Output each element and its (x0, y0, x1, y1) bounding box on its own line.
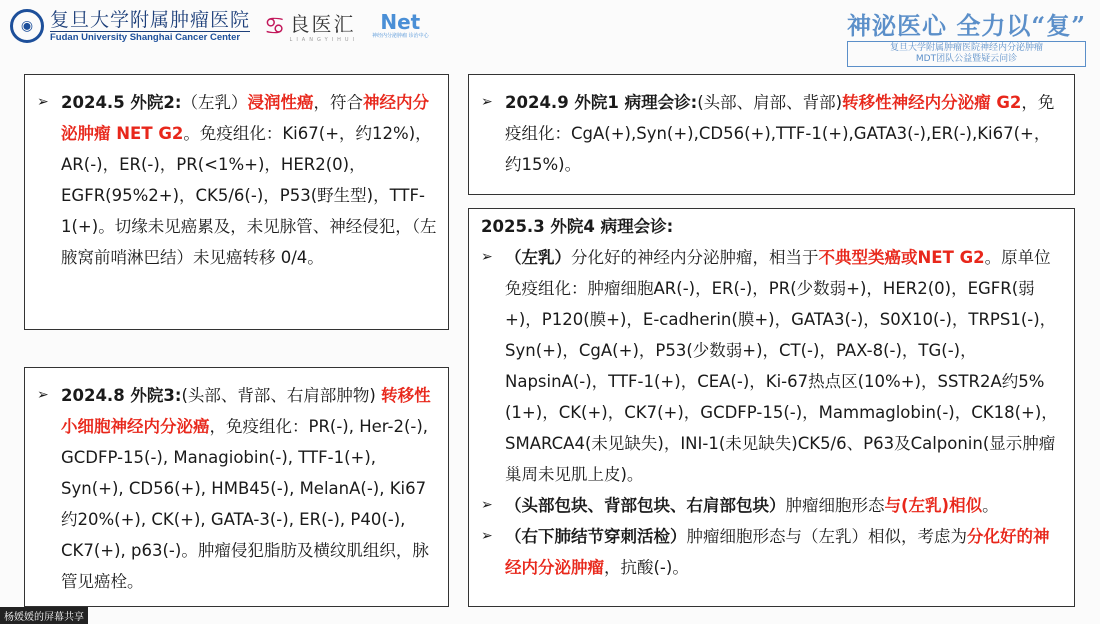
slide-header (10, 8, 429, 43)
report-box-2025-3 (468, 208, 1075, 607)
ribbon-icon: ♋ (264, 11, 286, 40)
partner2-name: Net (380, 10, 421, 34)
arrow-bullet-icon: ➢ (37, 94, 49, 110)
highlight-text: 浸润性癌 (247, 93, 314, 112)
body-text: 肿瘤细胞形态与（左乳）相似，考虑为 (686, 527, 967, 546)
highlight-text: 分化好的神经内分泌肿瘤 (505, 527, 1050, 577)
bold-label: 2024.5 外院2: (61, 93, 182, 112)
arrow-bullet-icon: ➢ (481, 497, 493, 513)
body-text: ，免疫组化：CgA(+),Syn(+),CD56(+),TTF-1(+),GATA3(-),ER(-),Ki67(+，约15%)。 (505, 93, 1055, 174)
report-box-2024-8 (24, 367, 449, 607)
report-item (37, 87, 438, 273)
bold-label: （头部包块、背部包块、右肩部包块） (505, 496, 786, 515)
bold-label: 2024.8 外院3: (61, 386, 182, 405)
report-item (481, 242, 1064, 490)
hospital-seal-icon: ◉ (10, 9, 44, 43)
campaign-subtitle (847, 41, 1086, 67)
partner2-sub: 神经内分泌肿瘤 诊治中心 (372, 33, 429, 39)
hospital-name-cn: 复旦大学附属肿瘤医院 (50, 8, 251, 31)
body-text: ，抗酸(-)。 (604, 558, 689, 577)
report-item (481, 521, 1064, 583)
arrow-bullet-icon: ➢ (481, 94, 493, 110)
bold-label: 2024.9 外院1 病理会诊: (505, 93, 698, 112)
hospital-name-en: Fudan University Shanghai Cancer Center (50, 31, 241, 43)
campaign-sub2: MDT团队公益暨疑云问诊 (915, 54, 1018, 64)
screen-share-label: 杨媛媛的屏幕共享 (0, 607, 88, 624)
partner-logo-liangyihui (264, 8, 358, 43)
body-text: (头部、肩部、背部) (697, 93, 843, 112)
body-text: 。原单位免疫组化：肿瘤细胞AR(-)，ER(-)，PR(少数弱+)，HER2(0)，EGFR(弱+)，P120(膜+)，E-cadherin(膜+)，GATA3(-)，S0X10(-)，TRPS1(-)，Syn(+)，CgA(+)，P53(少数弱+)，CT(-)，PAX-8(-)，TG(-)，NapsinA(-)，TTF-1(+)，CEA(-)，Ki-67热点区(10%+)，SSTR2A约5%(1+)，CK(+)，CK7(+)，GCDFP-15(-)，Mammaglobin(-)，CK18(+)，SMARCA4(未见缺失)，INI-1(未见缺失)CK5/6、P63及Calponin(显示肿瘤巢周未见肌上皮)。 (505, 248, 1058, 484)
arrow-bullet-icon: ➢ (37, 387, 49, 403)
highlight-text: 转移性神经内分泌瘤 G2 (842, 93, 1022, 112)
campaign-title: 神泌医心 全力以“复” (847, 11, 1086, 40)
report-item (481, 87, 1064, 180)
report-item (481, 490, 1064, 521)
box-heading: 2025.3 外院4 病理会诊: (481, 217, 674, 236)
body-text: 。 (982, 496, 999, 515)
report-box-2024-9 (468, 74, 1075, 195)
bold-label: （左乳） (505, 248, 571, 267)
body-text: （左乳） (181, 93, 248, 112)
bold-label: （右下肺结节穿刺活检） (505, 527, 687, 546)
body-text: ，免疫组化：PR(-), Her-2(-), GCDFP-15(-), Managiobin(-), TTF-1(+), Syn(+), CD56(+), HMB45(-), MelanA(-), Ki67约20%(+), CK(+), GATA-3(-), ER(-), P40(-), CK7(+), p63(-)。肿瘤侵犯脂肪及横纹肌组织，脉管见癌栓。 (61, 417, 429, 591)
highlight-text: 不典型类癌或NET G2 (818, 248, 985, 267)
partner1-en: LIANGYIHUI (289, 37, 359, 43)
campaign-sub1: 复旦大学附属肿瘤医院神经内分泌肿瘤 (890, 43, 1044, 53)
report-box-2024-5 (24, 74, 449, 330)
body-text: 肿瘤细胞形态 (785, 496, 885, 515)
partner-logo-net (372, 12, 429, 39)
arrow-bullet-icon: ➢ (481, 528, 493, 544)
body-text: 。免疫组化：Ki67(+，约12%)，AR(-)，ER(-)，PR(<1%+)，HER2(0)，EGFR(95%2+)，CK5/6(-)，P53(野生型)，TTF-1(+)。切缘未见癌累及，未见脉管、神经侵犯，（左腋窝前哨淋巴结）未见癌转移 0/4。 (61, 124, 437, 267)
hospital-logo (10, 9, 250, 43)
highlight-text: 与(左乳)相似 (884, 496, 983, 515)
highlight-text: 神经内分泌肿瘤 NET G2 (61, 93, 429, 143)
body-text: ，符合 (313, 93, 363, 112)
partner1-name: 良医汇 (289, 12, 356, 36)
body-text: (头部、背部、右肩部肿物) (181, 386, 382, 405)
campaign-logo (847, 6, 1086, 67)
report-item (37, 380, 438, 597)
arrow-bullet-icon: ➢ (481, 249, 493, 265)
body-text: 分化好的神经内分泌肿瘤，相当于 (571, 248, 819, 267)
highlight-text: 转移性小细胞神经内分泌癌 (61, 386, 431, 436)
